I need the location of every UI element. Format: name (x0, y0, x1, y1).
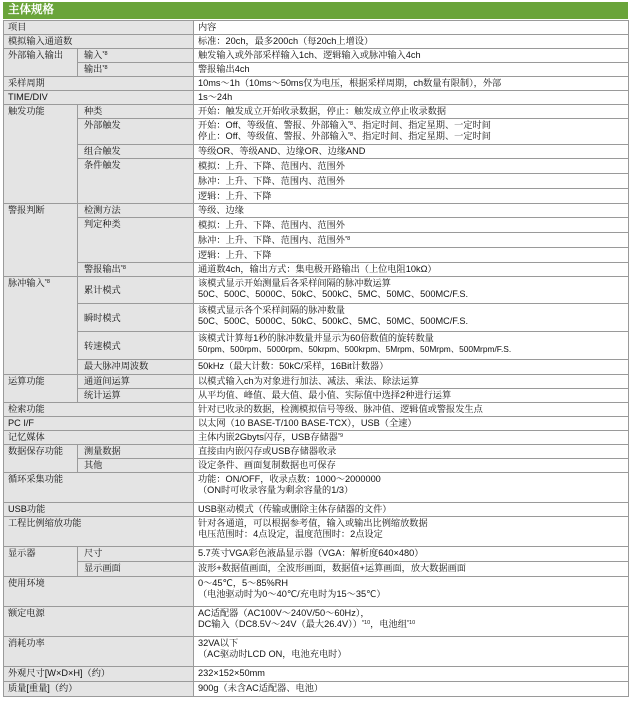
value-text: 脉冲：上升、下降、范围内、范围外 (198, 235, 345, 245)
row-value: 5.7英寸VGA彩色液晶显示器（VGA：解析度640×480） (194, 547, 629, 562)
row-label: PC I/F (4, 417, 194, 431)
sub-label: 尺寸 (78, 547, 194, 562)
row-label: 采样周期 (4, 77, 194, 91)
row-label: 显示器 (4, 547, 78, 577)
value-line: 模拟：上升、下降、范围内、范围外 (194, 159, 628, 174)
value-text: 、指定时间、指定星期、一定时间 (353, 131, 491, 142)
value-text: ，电池组 (370, 619, 407, 630)
row-value (194, 517, 629, 547)
row-value (194, 607, 629, 637)
row-value: 232×152×50mm (194, 667, 629, 682)
table-row (4, 360, 629, 375)
table-row (4, 63, 629, 77)
sub-label (78, 263, 194, 277)
sub-label: 统计运算 (78, 389, 194, 403)
row-value: 触发输入或外部采样输入1ch、逻辑输入或脉冲输入4ch (194, 49, 629, 63)
value-line: 0～45℃，5～85%RH (198, 578, 288, 588)
table-row (4, 77, 629, 91)
footnote-mark: *8 (102, 51, 108, 57)
row-value (194, 304, 629, 332)
row-label: 消耗功率 (4, 637, 194, 667)
spec-table (3, 20, 629, 697)
value-line: 50rpm、500rpm、5000rpm、50krpm、500krpm、5Mrpm、50Mrpm、500Mrpm/F.S. (198, 344, 512, 355)
sub-label-text: 警报输出 (84, 264, 121, 274)
sub-label: 检测方法 (78, 204, 194, 218)
row-label: 工程比例缩放功能 (4, 517, 194, 547)
value-line: 50C、500C、5000C、50kC、500kC、5MC、50MC、500MC/F.S. (198, 316, 469, 327)
row-label: 检索功能 (4, 403, 194, 417)
table-row (4, 304, 629, 332)
footnote-mark: *10 (361, 620, 371, 627)
footnote-mark: *8 (347, 132, 354, 139)
section-header: 主体规格 (3, 2, 628, 19)
row-label: USB功能 (4, 503, 194, 517)
row-label: 额定电源 (4, 607, 194, 637)
row-value (194, 218, 629, 263)
table-row (4, 105, 629, 119)
sub-label: 判定种类 (78, 218, 194, 263)
footnote-mark: *10 (406, 620, 416, 627)
sub-label: 组合触发 (78, 145, 194, 159)
footnote-mark: *8 (102, 65, 108, 71)
column-header-content: 内容 (194, 21, 629, 35)
row-label: 触发功能 (4, 105, 78, 204)
row-label: 数据保存功能 (4, 445, 78, 473)
table-row (4, 91, 629, 105)
value-line (198, 619, 625, 630)
table-row (4, 562, 629, 577)
row-value: 10ms～1h（10ms～50ms仅为电压，根据采样周期，ch数量有限制），外部 (194, 77, 629, 91)
table-row (4, 517, 629, 547)
value-line: AC适配器（AC100V～240V/50～60Hz）， (198, 608, 370, 618)
row-value: 针对已收录的数据，检测模拟信号等级、脉冲值、逻辑值或警报发生点 (194, 403, 629, 417)
table-row (4, 218, 629, 263)
value-line: 逻辑：上升、下降 (198, 191, 272, 201)
row-value: 警报输出4ch (194, 63, 629, 77)
table-row (4, 417, 629, 431)
table-row (4, 119, 629, 145)
table-row (4, 431, 629, 445)
row-label: 外部输入输出 (4, 49, 78, 77)
row-value: 开始：触发成立开始收录数据，停止：触发成立停止收录数据 (194, 105, 629, 119)
value-line: （AC驱动时LCD ON，电池充电时） (198, 649, 347, 660)
value-text: 停止：Off、等级值、警报、外部输入 (198, 131, 348, 142)
table-row (4, 159, 629, 204)
sub-label-text: 输出 (84, 64, 103, 74)
table-row (4, 637, 629, 667)
value-text: DC输入（DC8.5V～24V（最大26.4V）） (198, 619, 362, 630)
table-header-row (4, 21, 629, 35)
value-line: 该模式显示各个采样间隔的脉冲数量 (198, 305, 345, 315)
value-text: 、指定时间、指定星期、一定时间 (353, 120, 491, 130)
sub-label-text: 输入 (84, 50, 103, 60)
footnote-mark: *8 (345, 236, 351, 242)
table-row (4, 503, 629, 517)
value-line: 该模式计算每1秒的脉冲数量并显示为60倍数值的旋转数量 (198, 333, 434, 343)
row-value: USB驱动模式（传输或删除主体存储器的文件） (194, 503, 629, 517)
table-row (4, 577, 629, 607)
value-line: 逻辑：上升、下降 (198, 250, 272, 260)
row-value: 通道数4ch，输出方式：集电极开路输出（上位电阻10kΩ） (194, 263, 629, 277)
sub-label: 瞬时模式 (78, 304, 194, 332)
row-value (194, 159, 629, 204)
row-label: 记忆媒体 (4, 431, 194, 445)
row-value: 1s～24h (194, 91, 629, 105)
value-line: 针对各通道，可以根据参考值，输入或输出比例缩放数据 (198, 518, 428, 528)
table-row (4, 35, 629, 49)
sub-label: 累计模式 (78, 277, 194, 304)
row-label: 运算功能 (4, 375, 78, 403)
row-label: 外观尺寸[W×D×H]（约） (4, 667, 194, 682)
row-label: 警报判断 (4, 204, 78, 277)
sub-label: 通道间运算 (78, 375, 194, 389)
sub-label: 最大脉冲周波数 (78, 360, 194, 375)
sub-label: 条件触发 (78, 159, 194, 204)
table-row (4, 445, 629, 459)
row-value: 50kHz（最大计数：50kC/采样，16Bit计数器） (194, 360, 629, 375)
footnote-mark: *8 (44, 279, 50, 285)
value-text: 开始：Off、等级值、警报、外部输入 (198, 120, 348, 130)
table-row (4, 204, 629, 218)
sub-label: 测量数据 (78, 445, 194, 459)
table-row (4, 607, 629, 637)
value-line: 模拟：上升、下降、范围内、范围外 (194, 218, 628, 233)
row-value (194, 473, 629, 503)
row-value: 设定条件、画面复制数据也可保存 (194, 459, 629, 473)
row-label-text: 脉冲输入 (8, 278, 45, 288)
value-line: 电压范围时：4点设定，温度范围时：2点设定 (198, 529, 383, 540)
sub-label: 转速模式 (78, 332, 194, 360)
row-value: 直接由内嵌闪存或USB存储器收录 (194, 445, 629, 459)
row-label: 质量[重量]（约） (4, 682, 194, 697)
table-row (4, 332, 629, 360)
row-value (194, 332, 629, 360)
row-value: 以太网（10 BASE-T/100 BASE-TCX），USB（全速） (194, 417, 629, 431)
row-value: 等级OR、等级AND、边缘OR、边缘AND (194, 145, 629, 159)
row-value: 等级、边缘 (194, 204, 629, 218)
sub-label: 显示画面 (78, 562, 194, 577)
row-value: 以模式输入ch为对象进行加法、减法、乘法、除法运算 (194, 375, 629, 389)
value-line (194, 233, 628, 248)
table-row (4, 473, 629, 503)
value-line (198, 120, 625, 131)
row-value (194, 577, 629, 607)
sub-label: 种类 (78, 105, 194, 119)
value-line: 该模式显示开始测量后各采样间隔的脉冲数运算 (198, 278, 391, 288)
sub-label: 外部触发 (78, 119, 194, 145)
row-label: TIME/DIV (4, 91, 194, 105)
table-row (4, 263, 629, 277)
table-row (4, 403, 629, 417)
row-label: 使用环境 (4, 577, 194, 607)
row-label (4, 277, 78, 375)
row-value (194, 431, 629, 445)
footnote-mark: *9 (337, 433, 344, 439)
row-value (194, 637, 629, 667)
row-value: 标准：20ch，最多200ch（每20ch上增设） (194, 35, 629, 49)
sub-label (78, 63, 194, 77)
table-row (4, 145, 629, 159)
footnote-mark: *8 (120, 265, 126, 271)
row-value (194, 119, 629, 145)
table-row (4, 389, 629, 403)
table-row (4, 459, 629, 473)
value-line: （ON时可收录容量为剩余容量的1/3） (198, 485, 354, 496)
row-label: 模拟输入通道数 (4, 35, 194, 49)
row-value: 900g（未含AC适配器、电池） (194, 682, 629, 697)
footnote-mark: *8 (347, 121, 354, 127)
table-row (4, 375, 629, 389)
table-row (4, 682, 629, 697)
table-row (4, 547, 629, 562)
value-line: 50C、500C、5000C、50kC、500kC、5MC、50MC、500MC/F.S. (198, 289, 469, 300)
table-row (4, 49, 629, 63)
row-value: 从平均值、峰值、最大值、最小值、实际值中选择2种进行运算 (194, 389, 629, 403)
row-value (194, 277, 629, 304)
value-line (198, 131, 625, 142)
value-line: 32VA以下 (198, 638, 239, 648)
table-row (4, 277, 629, 304)
column-header-item: 项目 (4, 21, 194, 35)
value-text: 主体内嵌2Gbyts闪存，USB存储器 (198, 432, 338, 442)
table-row (4, 667, 629, 682)
sub-label: 其他 (78, 459, 194, 473)
row-value: 波形+数据值画面，全波形画面，数据值+运算画面，放大数据画面 (194, 562, 629, 577)
value-line: 功能：ON/OFF，收录点数：1000～2000000 (198, 474, 381, 484)
value-line: （电池驱动时为0～40℃/充电时为15～35℃） (198, 589, 386, 600)
value-line: 脉冲：上升、下降、范围内、范围外 (194, 174, 628, 189)
row-label: 循环采集功能 (4, 473, 194, 503)
sub-label (78, 49, 194, 63)
